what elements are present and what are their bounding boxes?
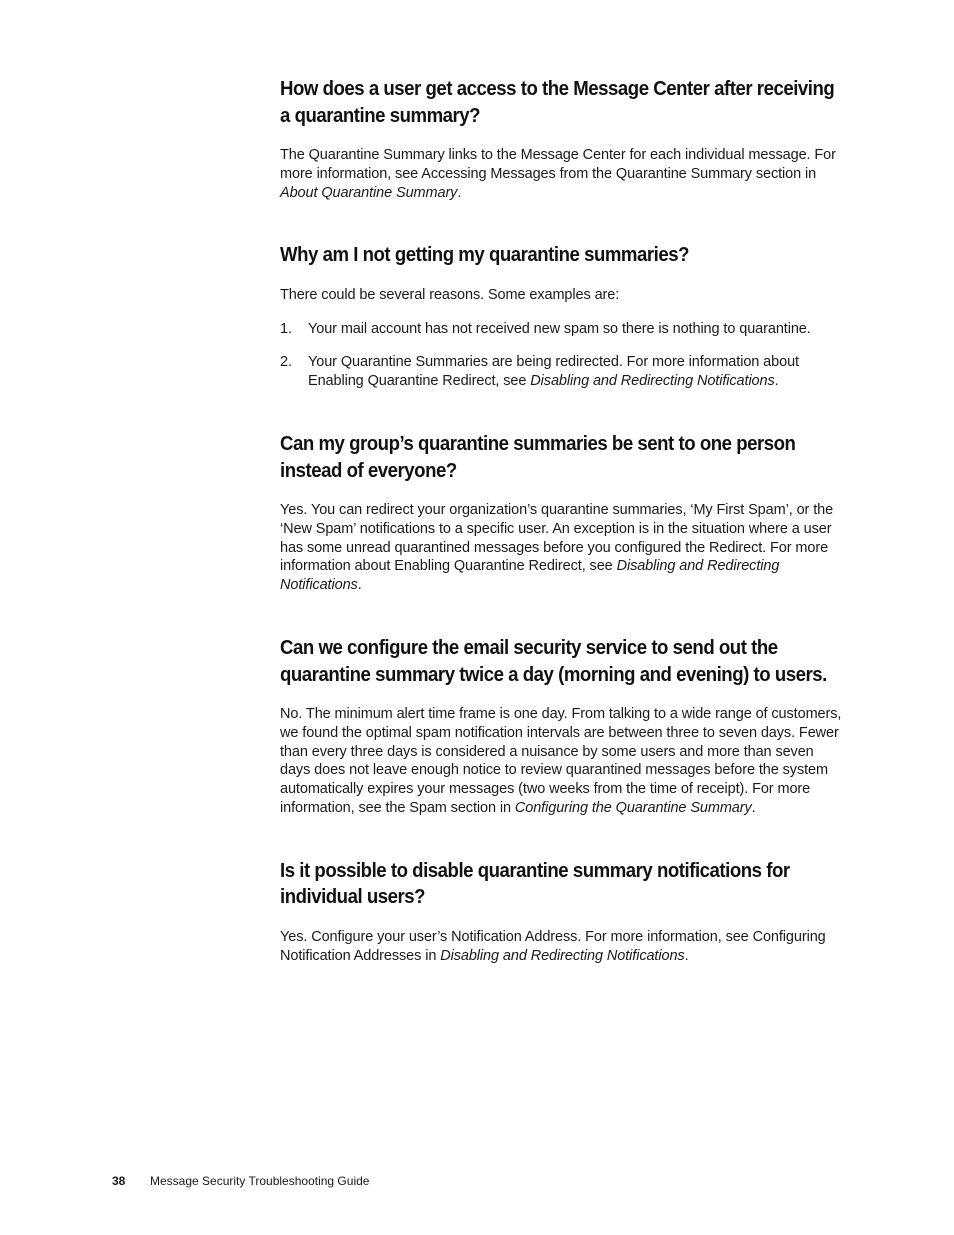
- document-title: Message Security Troubleshooting Guide: [150, 1174, 370, 1188]
- faq-answer-paragraph: [280, 501, 842, 595]
- list-item: [280, 320, 842, 339]
- faq-section-twice-daily: [280, 635, 842, 818]
- list-item-text: Your mail account has not received new spam so there is nothing to quarantine.: [308, 320, 811, 337]
- answer-text: Yes. You can redirect your organization’s quarantine summaries, ‘My First Spam’, or the ‘New Spam’ notifications to a specific user. An exception is in the situation where a user has some unread quarantined messages before you configured the Redirect. For more information about Enabling Quarantine Redirect, see: [280, 502, 834, 575]
- answer-punctuation: .: [751, 800, 756, 817]
- answer-reference: Disabling and Redirecting Notifications: [280, 558, 780, 594]
- answer-text: The Quarantine Summary links to the Message Center for each individual message. For more information, see Accessing Messages from the Quarantine Summary section in: [280, 147, 836, 182]
- answer-punctuation: .: [457, 184, 462, 201]
- faq-section-missing-summaries: [280, 242, 842, 391]
- faq-answer-intro: There could be several reasons. Some examples are:: [280, 286, 620, 303]
- answer-reference: About Quarantine Summary: [280, 184, 458, 201]
- list-item-number: 2.: [280, 354, 292, 371]
- reasons-list: [280, 320, 842, 391]
- faq-question-heading: Can we configure the email security service to send out the quarantine summary twice a day (morning and evening) to users.: [280, 637, 827, 686]
- answer-text: Yes. Configure your user’s Notification Address. For more information, see Configuring Notification Addresses in: [280, 928, 826, 964]
- page-footer: [112, 1174, 369, 1189]
- faq-answer-paragraph: [280, 928, 842, 966]
- faq-question-heading: How does a user get access to the Message Center after receiving a quarantine summary?: [280, 78, 835, 127]
- answer-punctuation: .: [684, 947, 689, 964]
- faq-answer-paragraph: [280, 146, 842, 202]
- faq-section-group-redirect: [280, 431, 842, 595]
- faq-question-heading: Is it possible to disable quarantine summary notifications for individual users?: [280, 859, 790, 909]
- page-number: 38: [112, 1174, 126, 1188]
- answer-text: No. The minimum alert time frame is one day. From talking to a wide range of customers, we found the optimal spam notification intervals are between three to seven days. Fewer than every three days is considered a nuisance by some users and more than seven days does not leave enough notice to review quarantined messages before the system automatically expires your messages (two weeks from the time of receipt). For more information, see the Spam section in: [280, 706, 842, 817]
- faq-section-message-center-access: [280, 76, 842, 202]
- answer-punctuation: .: [357, 577, 362, 594]
- list-item-reference: Disabling and Redirecting Notifications: [530, 373, 775, 390]
- list-item-number: 1.: [280, 320, 292, 337]
- faq-answer-paragraph: [280, 705, 842, 818]
- faq-question-heading: Can my group’s quarantine summaries be sent to one person instead of everyone?: [280, 433, 796, 482]
- faq-question-heading: Why am I not getting my quarantine summaries?: [280, 244, 690, 267]
- document-body: [280, 76, 842, 965]
- answer-reference: Disabling and Redirecting Notifications: [440, 947, 685, 964]
- faq-section-disable-notifications: [280, 858, 842, 966]
- list-item-text: Your Quarantine Summaries are being redirected. For more information about Enabling Quarantine Redirect, see: [308, 354, 799, 390]
- answer-reference: Configuring the Quarantine Summary: [514, 800, 752, 817]
- list-item-punctuation: .: [774, 373, 779, 390]
- list-item: [280, 353, 842, 391]
